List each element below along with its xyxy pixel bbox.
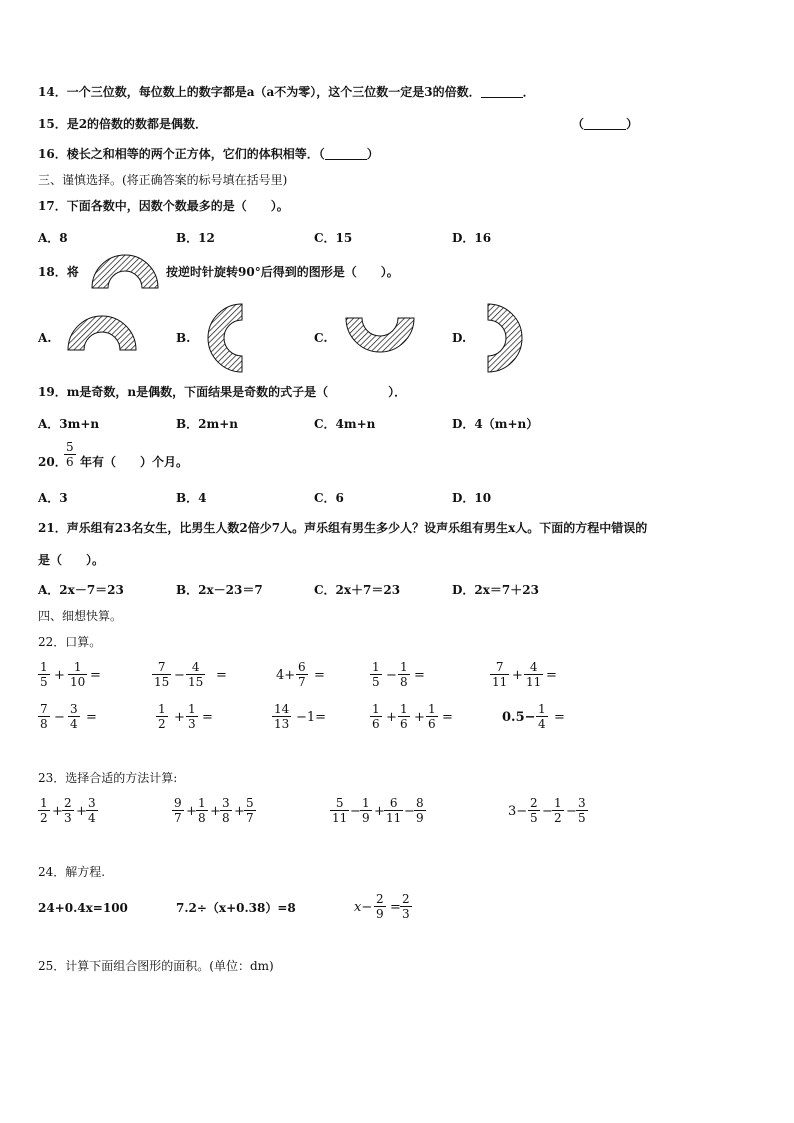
fraction	[370, 702, 382, 731]
numerator: 2	[64, 796, 72, 810]
question-23-title: 23．选择合适的方法计算:	[38, 771, 178, 785]
denominator: 4	[538, 717, 546, 731]
q18-option-a-figure[interactable]	[66, 312, 138, 352]
q20-option-d[interactable]: D．10	[452, 491, 492, 505]
numerator: 2	[402, 892, 410, 906]
q17-option-d[interactable]: D．16	[452, 231, 492, 245]
q17-option-c[interactable]: C．15	[314, 231, 353, 245]
fraction	[536, 702, 548, 731]
fraction	[552, 796, 564, 825]
operator: +	[186, 804, 197, 819]
numerator: 1	[372, 660, 380, 674]
fraction	[360, 796, 372, 825]
operator: −	[386, 668, 397, 683]
operator: −	[54, 710, 65, 725]
operator: +	[414, 710, 425, 725]
numerator: 1	[40, 660, 48, 674]
denominator: 15	[154, 675, 170, 689]
q17-option-b[interactable]: B．12	[176, 231, 215, 245]
numerator: 1	[198, 796, 206, 810]
numerator: 1	[554, 796, 562, 810]
question-21-line2: 是（ ）。	[38, 553, 105, 567]
numerator: 1	[68, 660, 87, 675]
denominator: 6	[372, 717, 380, 731]
denominator: 3	[188, 717, 196, 731]
equals: =	[314, 668, 325, 683]
fraction	[384, 796, 403, 825]
denominator: 11	[526, 675, 542, 689]
denominator: 2	[554, 811, 562, 825]
q18-option-b[interactable]: B.	[176, 331, 191, 345]
prefix: 0.5−	[502, 710, 536, 725]
equals: =	[90, 668, 101, 683]
equation-2: 7.2÷（x+0.38）=8	[176, 901, 296, 915]
minus-one-equals: −1=	[296, 710, 327, 725]
equals: =	[554, 710, 565, 725]
fraction	[272, 702, 291, 731]
numerator: 1	[158, 702, 166, 716]
answer-blank[interactable]	[584, 117, 626, 130]
fraction	[152, 660, 171, 689]
fraction	[244, 796, 256, 825]
denominator: 3	[402, 907, 410, 921]
fraction	[172, 796, 184, 825]
question-24-title: 24．解方程.	[38, 865, 106, 879]
q21-option-c[interactable]: C．2x＋7＝23	[314, 583, 401, 597]
equals: =	[442, 710, 453, 725]
denominator: 4	[88, 811, 96, 825]
denominator: 9	[362, 811, 370, 825]
numerator: 6	[384, 796, 403, 811]
q15-text: 15．是2的倍数的数都是偶数．	[38, 117, 208, 131]
denominator: 4	[70, 717, 78, 731]
denominator: 6	[428, 717, 436, 731]
question-14	[38, 84, 535, 100]
numerator: 3	[88, 796, 96, 810]
q18-option-a[interactable]: A.	[38, 331, 52, 345]
q21-option-b[interactable]: B．2x－23＝7	[176, 583, 263, 597]
fraction	[38, 660, 50, 689]
denominator: 8	[222, 811, 230, 825]
fraction	[296, 660, 308, 689]
equation-1: 24+0.4x=100	[38, 901, 128, 915]
q17-option-a[interactable]: A．8	[38, 231, 68, 245]
prefix: 4+	[276, 668, 296, 683]
operator: −	[542, 804, 553, 819]
denominator: 13	[274, 717, 290, 731]
numerator: 9	[174, 796, 182, 810]
denominator: 3	[64, 811, 72, 825]
operator: +	[52, 804, 63, 819]
answer-blank[interactable]	[325, 147, 367, 160]
equation-3-prefix: x−	[354, 900, 373, 915]
denominator: 7	[246, 811, 254, 825]
q18-suffix: 按逆时针旋转90°后得到的图形是（ ）。	[166, 265, 399, 279]
numerator: 3	[578, 796, 586, 810]
fraction	[156, 702, 168, 731]
numerator: 8	[416, 796, 424, 810]
numerator: 1	[40, 796, 48, 810]
fraction	[414, 796, 426, 825]
q14-text: 14．一个三位数，每位数上的数字都是a（a不为零），这个三位数一定是3的倍数．	[38, 85, 481, 99]
denominator: 5	[40, 675, 48, 689]
numerator: 3	[70, 702, 78, 716]
question-21-line1: 21．声乐组有23名女生，比男生人数2倍少7人。声乐组有男生多少人？设声乐组有男生x人。下面的方程中错误的	[38, 521, 648, 535]
operator: +	[512, 668, 523, 683]
denominator: 10	[70, 675, 86, 689]
q18-source-arch	[90, 250, 160, 290]
fraction	[576, 796, 588, 825]
fraction	[38, 702, 50, 731]
denominator: 5	[530, 811, 538, 825]
operator: +	[210, 804, 221, 819]
fraction	[398, 702, 410, 731]
operator: +	[374, 804, 385, 819]
numerator: 3	[222, 796, 230, 810]
q20-suffix: 年有（ ）个月。	[80, 455, 189, 469]
denominator: 9	[416, 811, 424, 825]
operator: −	[174, 668, 185, 683]
equals: =	[216, 668, 227, 683]
numerator: 7	[40, 702, 48, 716]
fraction	[68, 660, 87, 689]
q21-option-d[interactable]: D．2x＝7＋23	[452, 583, 539, 597]
numerator: 6	[298, 660, 306, 674]
denominator: 9	[376, 907, 384, 921]
q16-text: 16．棱长之和相等的两个正方体，它们的体积相等．（	[38, 147, 325, 161]
denominator: 11	[492, 675, 508, 689]
section-4-heading: 四、细想快算。	[38, 609, 123, 623]
denominator: 7	[174, 811, 182, 825]
denominator: 6	[66, 455, 74, 469]
numerator: 1	[400, 702, 408, 716]
fraction	[524, 660, 543, 689]
equals: =	[202, 710, 213, 725]
fraction	[398, 660, 410, 689]
denominator: 7	[298, 675, 306, 689]
paren-close: ）	[626, 117, 639, 131]
q15-answer-paren	[572, 116, 638, 132]
fraction	[196, 796, 208, 825]
operator: +	[54, 668, 65, 683]
operator: +	[174, 710, 185, 725]
denominator: 6	[400, 717, 408, 731]
numerator: 5	[66, 440, 74, 454]
operator: +	[386, 710, 397, 725]
equals: =	[546, 668, 557, 683]
denominator: 5	[578, 811, 586, 825]
numerator: 2	[376, 892, 384, 906]
denominator: 8	[400, 675, 408, 689]
question-16	[38, 146, 379, 162]
numerator: 1	[428, 702, 436, 716]
q20-fraction	[64, 440, 76, 469]
paren-open: （	[572, 117, 585, 131]
numerator: 4	[186, 660, 205, 675]
operator: +	[234, 804, 245, 819]
paren-close: ）	[366, 147, 379, 161]
numerator: 1	[538, 702, 546, 716]
q18-option-b-figure[interactable]	[204, 302, 244, 374]
equals: =	[414, 668, 425, 683]
question-25: 25．计算下面组合图形的面积。(单位：dm)	[38, 959, 274, 973]
fraction	[38, 796, 50, 825]
numerator: 1	[372, 702, 380, 716]
q18-option-d-figure[interactable]	[486, 302, 526, 374]
question-17: 17．下面各数中，因数个数最多的是（ ）。	[38, 199, 289, 213]
numerator: 7	[490, 660, 509, 675]
numerator: 4	[524, 660, 543, 675]
numerator: 2	[530, 796, 538, 810]
q18-option-d[interactable]: D.	[452, 331, 467, 345]
operator: +	[76, 804, 87, 819]
section-3-heading: 三、谨慎选择。(将正确答案的标号填在括号里)	[38, 173, 288, 187]
fraction	[186, 660, 205, 689]
q20-option-a[interactable]: A．3	[38, 491, 68, 505]
question-19: 19．m是奇数，n是偶数，下面结果是奇数的式子是（ ）．	[38, 385, 407, 399]
numerator: 1	[188, 702, 196, 716]
fraction	[370, 660, 382, 689]
fraction	[68, 702, 80, 731]
fraction	[186, 702, 198, 731]
q14-tail: ．	[522, 85, 535, 99]
denominator: 2	[40, 811, 48, 825]
q20-option-c[interactable]: C．6	[314, 491, 344, 505]
fraction	[426, 702, 438, 731]
q18-prefix: 18．将	[38, 265, 79, 279]
q20-option-b[interactable]: B．4	[176, 491, 207, 505]
prefix: 3−	[508, 804, 528, 819]
denominator: 11	[386, 811, 402, 825]
denominator: 8	[40, 717, 48, 731]
fraction	[528, 796, 540, 825]
numerator: 5	[246, 796, 254, 810]
denominator: 15	[188, 675, 204, 689]
fraction	[374, 892, 386, 921]
numerator: 7	[152, 660, 171, 675]
fraction	[490, 660, 509, 689]
answer-blank[interactable]	[481, 85, 523, 98]
numerator: 1	[400, 660, 408, 674]
operator: −	[350, 804, 361, 819]
numerator: 1	[362, 796, 370, 810]
denominator: 2	[158, 717, 166, 731]
equals: =	[390, 900, 401, 915]
denominator: 11	[332, 811, 348, 825]
operator: −	[566, 804, 577, 819]
numerator: 14	[274, 702, 290, 716]
q19-option-d[interactable]: D．4（m+n）	[452, 417, 539, 431]
equals: =	[86, 710, 97, 725]
fraction	[86, 796, 98, 825]
fraction	[330, 796, 349, 825]
fraction	[220, 796, 232, 825]
q20-prefix: 20．	[38, 455, 67, 469]
operator: −	[404, 804, 415, 819]
q21-option-a[interactable]: A．2x－7＝23	[38, 583, 124, 597]
q19-option-b[interactable]: B．2m+n	[176, 417, 238, 431]
question-22-title: 22．口算。	[38, 635, 102, 649]
q18-option-c-figure[interactable]	[344, 316, 416, 356]
q18-option-c[interactable]: C.	[314, 331, 328, 345]
numerator: 5	[330, 796, 349, 811]
question-15	[38, 116, 207, 132]
q19-option-c[interactable]: C．4m+n	[314, 417, 376, 431]
fraction	[62, 796, 74, 825]
fraction	[400, 892, 412, 921]
q19-option-a[interactable]: A．3m+n	[38, 417, 100, 431]
denominator: 5	[372, 675, 380, 689]
denominator: 8	[198, 811, 206, 825]
